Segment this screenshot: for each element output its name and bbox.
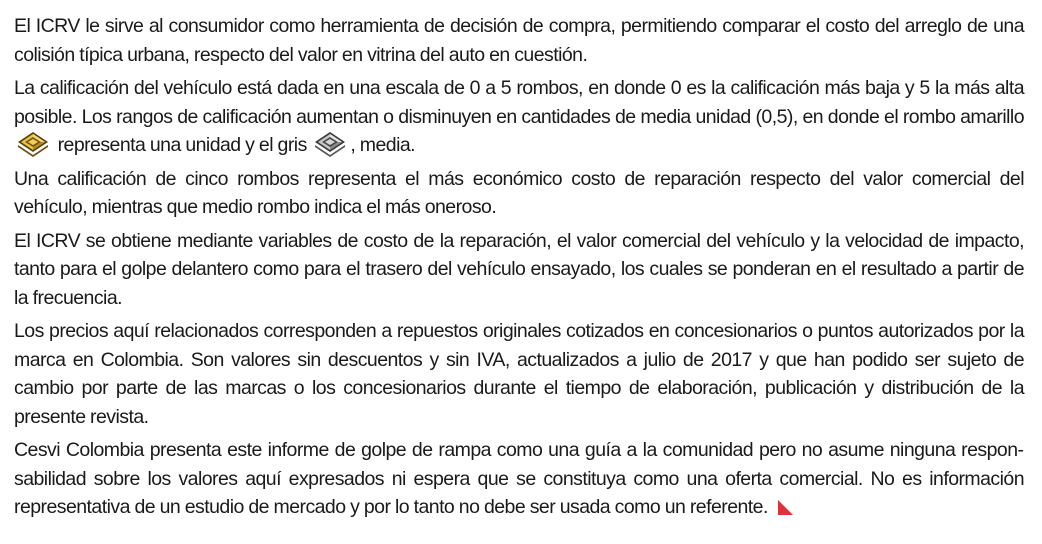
paragraph-2-part-1: La calificación del vehículo está dada en una escala de 0 a 5 rombos, en donde 0 es la calificación más baja y 5 la más alta posible. Los rangos de calificación aumentan o disminuyen en cantidades de media unidad (0,5), en donde el rombo amarillo — [14, 77, 1024, 128]
paragraph-6 — [14, 436, 1024, 522]
red-triangle-end-mark-icon — [776, 498, 794, 516]
paragraph-6-text: Cesvi Colombia presenta este informe de golpe de rampa como una guía a la comunidad pero no asume ninguna responsabilidad sobre los valores aquí expresados ni espera que se constituya como una oferta comercial. No es información representativa de un estudio de mercado y por lo tanto no debe ser usada como un referente. — [14, 439, 1024, 518]
yellow-rhombus-icon — [16, 131, 50, 157]
paragraph-2-part-3: , media. — [350, 134, 416, 156]
paragraph-1: El ICRV le sirve al consumidor como herramienta de decisión de compra, permitiendo comparar el costo del arreglo de una colisión típica urbana, respecto del valor en vitrina del auto en cuestión. — [14, 15, 1024, 66]
paragraph-5: Los precios aquí relacionados corresponden a repuestos originales cotizados en concesionarios o puntos autorizados por la marca en Colombia. Son valores sin descuentos y sin IVA, actualizados a julio de 2017 y que han podido ser sujeto de cambio por parte de las marcas o los concesionarios durante el tiempo de elaboración, publicación y distribución de la presente revista. — [14, 320, 1024, 428]
paragraph-2 — [14, 74, 1024, 160]
gray-rhombus-icon — [313, 131, 347, 157]
paragraph-4: El ICRV se obtiene mediante variables de costo de la reparación, el valor comercial del vehículo y la velocidad de impacto, tanto para el golpe delantero como para el trasero del vehículo ensayado, los cuales se ponderan en el resultado a partir de la frecuencia. — [14, 229, 1024, 309]
paragraph-3: Una calificación de cinco rombos representa el más económico costo de reparación respecto del valor comercial del vehículo, mientras que medio rombo indica el más oneroso. — [14, 167, 1024, 218]
document-body — [14, 12, 1024, 527]
paragraph-2-part-2: representa una unidad y el gris — [57, 134, 307, 156]
